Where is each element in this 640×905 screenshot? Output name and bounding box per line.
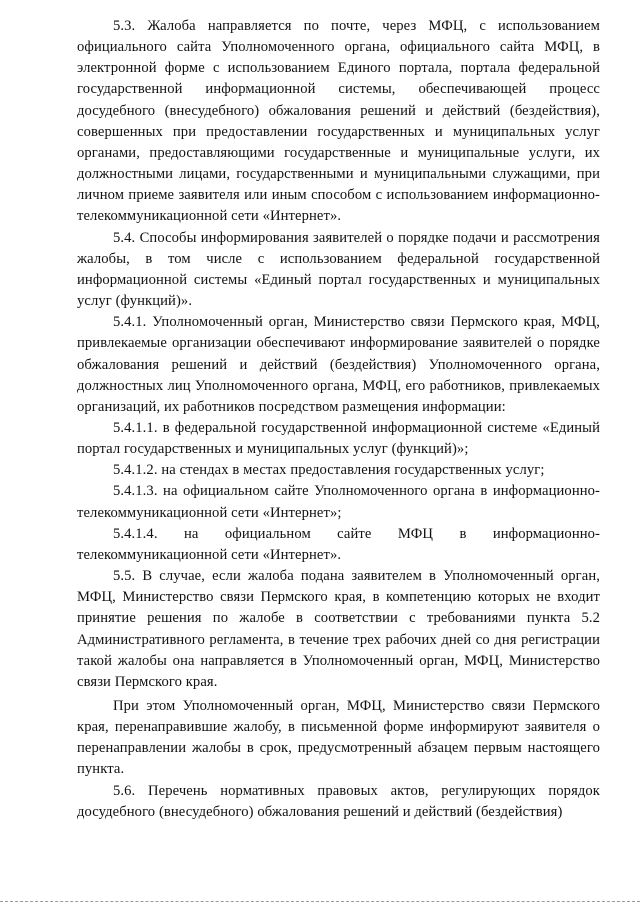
paragraph-5-4-1-1: 5.4.1.1. в федеральной государственной информационной системе «Единый портал государственных и муниципальных услуг (функций)»; (77, 419, 600, 458)
paragraph-5-5-continuation: При этом Уполномоченный орган, МФЦ, Министерство связи Пермского края, перенаправившие жалобу, в письменной форме информируют заявителя о перенаправлении жалобы в срок, предусмотренный абзацем первым настоящего пункта. (77, 698, 600, 778)
paragraph-5-3: 5.3. Жалоба направляется по почте, через МФЦ, с использованием официального сайта Уполномоченного органа, официального сайта МФЦ, в электронной форме с использованием Единого портала, портала федеральной государственной информационной системы, обеспечивающей процесс досудебного (внесудебного) обжалования решений и действий (бездействия), совершенных при предоставлении государственных и муниципальных услуг органами, предоставляющими государственные и муниципальные услуги, их должностными лицами, государственными и муниципальными служащими, при личном приеме заявителя или иным способом с использованием информационно-телекоммуникационной сети «Интернет». (77, 18, 600, 225)
page-bottom-scan-edge (0, 901, 640, 902)
paragraph-5-4-1-3: 5.4.1.3. на официальном сайте Уполномоченного органа в информационно-телекоммуникационной сети «Интернет»; (77, 483, 600, 521)
paragraph-5-4-1-2: 5.4.1.2. на стендах в местах предоставления государственных услуг; (113, 462, 545, 479)
paragraph-5-4-1: 5.4.1. Уполномоченный орган, Министерство связи Пермского края, МФЦ, привлекаемые организации обеспечивают информирование заявителей о порядке обжалования решений и действий (бездействия) Уполномоченного органа, должностных лиц Уполномоченного органа, МФЦ, его работников, привлекаемых организаций, их работников посредством размещения информации: (77, 314, 600, 415)
paragraph-5-4: 5.4. Способы информирования заявителей о порядке подачи и рассмотрения жалобы, в том числе с использованием федеральной государственной информационной системы «Единый портал государственных и муниципальных услуг (функций)». (77, 229, 600, 310)
paragraph-5-4-1-4: 5.4.1.4. на официальном сайте МФЦ в информационно-телекоммуникационной сети «Интернет». (77, 525, 600, 563)
paragraph-5-5: 5.5. В случае, если жалоба подана заявителем в Уполномоченный орган, МФЦ, Министерство связи Пермского края, в компетенцию которых не входит принятие решения по жалобе в соответствии с требованиями пункта 5.2 Административного регламента, в течение трех рабочих дней со дня регистрации такой жалобы она направляется в Уполномоченный орган, МФЦ, Министерство связи Пермского края. (77, 568, 600, 690)
paragraph-5-6: 5.6. Перечень нормативных правовых актов, регулирующих порядок досудебного (внесудебного) обжалования решений и действий (бездействия) (77, 782, 600, 820)
